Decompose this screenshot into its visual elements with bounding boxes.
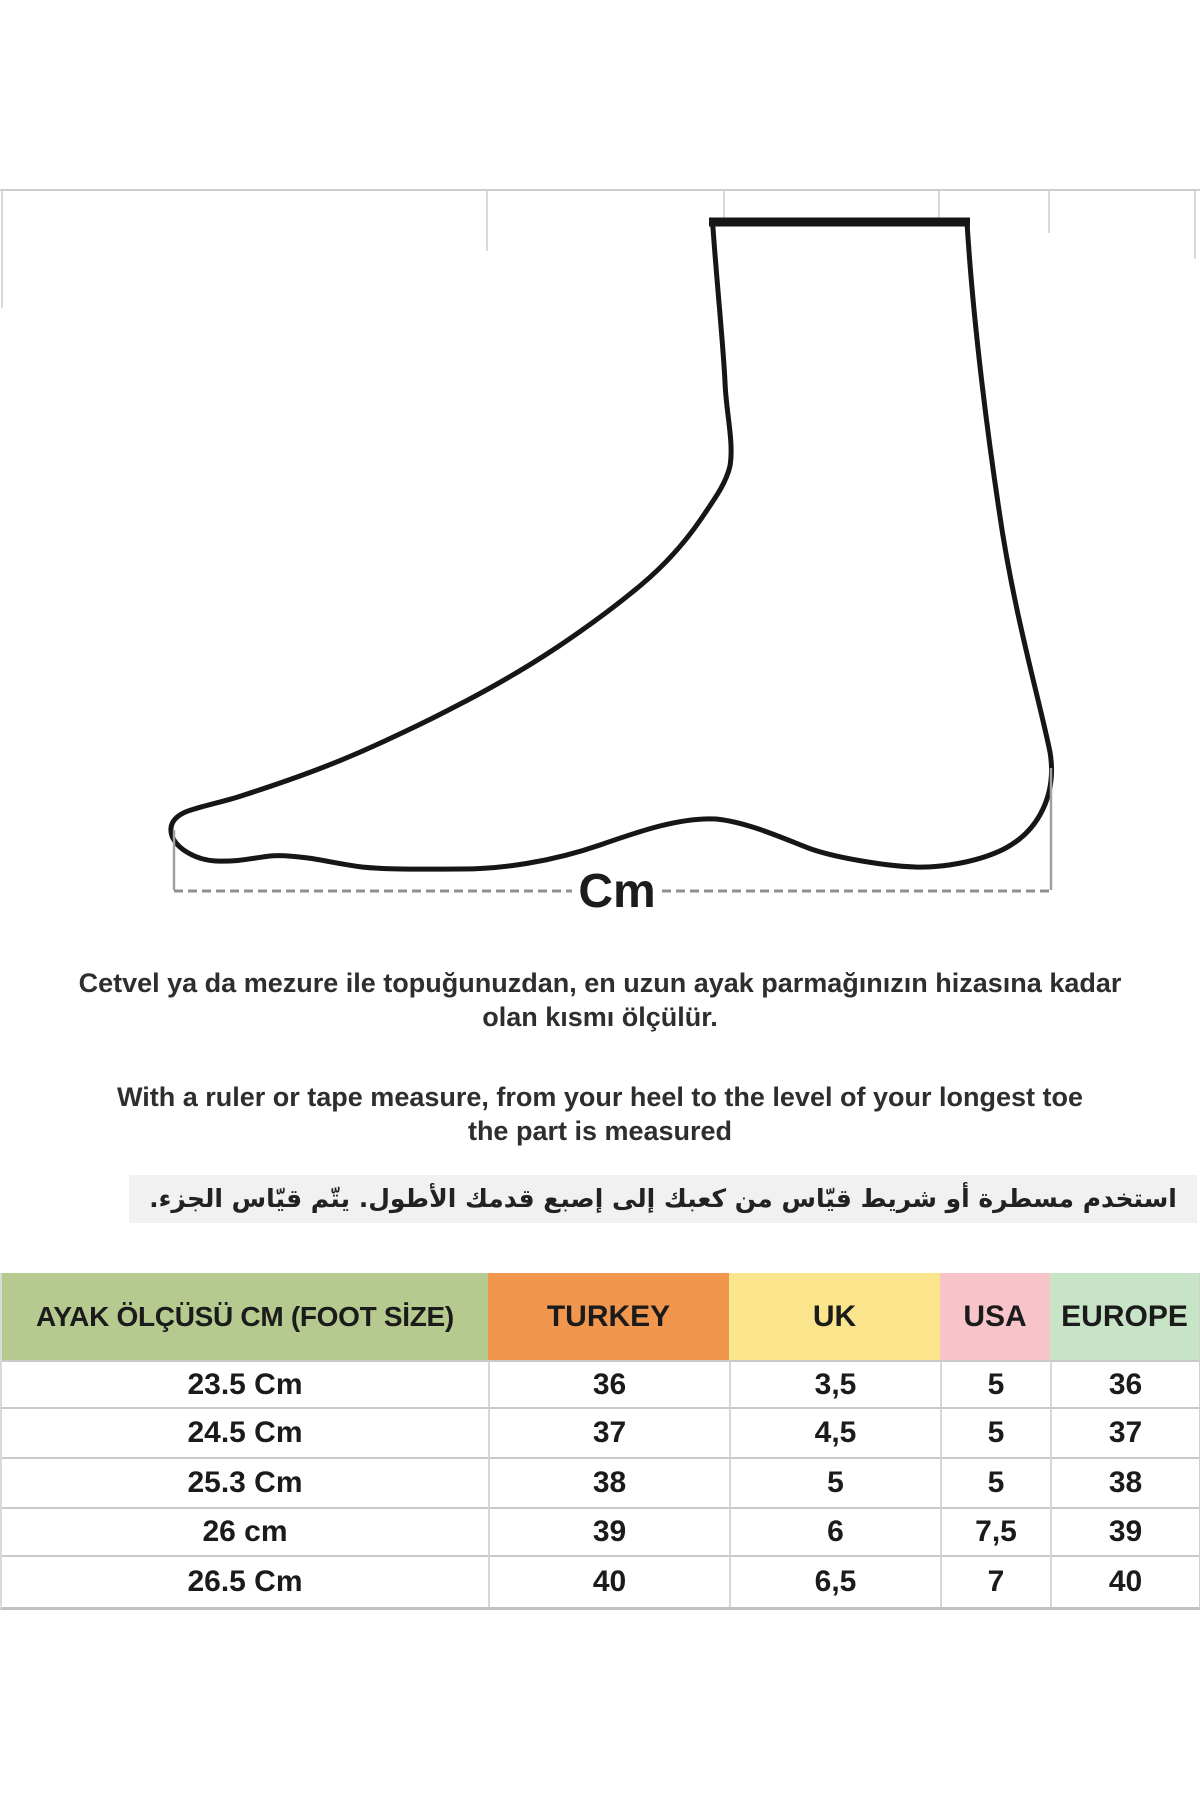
size-cell-europe: 37 (1050, 1407, 1199, 1457)
size-cell-uk: 5 (729, 1457, 940, 1507)
size-cell-usa: 5 (940, 1407, 1050, 1457)
size-cell-usa: 5 (940, 1360, 1050, 1407)
size-cell-europe: 36 (1050, 1360, 1199, 1407)
size-cell-foot-size: 23.5 Cm (2, 1360, 488, 1407)
size-cell-foot-size: 25.3 Cm (2, 1457, 488, 1507)
size-cell-usa: 5 (940, 1457, 1050, 1507)
grid-tick (1, 190, 3, 308)
size-cell-europe: 40 (1050, 1555, 1199, 1607)
size-cell-turkey: 37 (488, 1407, 729, 1457)
size-cell-europe: 39 (1050, 1507, 1199, 1555)
size-cell-foot-size: 26 cm (2, 1507, 488, 1555)
size-cell-usa: 7 (940, 1555, 1050, 1607)
size-cell-europe: 38 (1050, 1457, 1199, 1507)
column-header-usa: USA (940, 1273, 1050, 1360)
foot-outline-svg (80, 190, 1140, 910)
size-cell-turkey: 40 (488, 1555, 729, 1607)
column-header-turkey: TURKEY (488, 1273, 729, 1360)
size-cell-turkey: 39 (488, 1507, 729, 1555)
foot-outline-path (171, 222, 1052, 869)
measure-unit-label: Cm (578, 865, 656, 910)
grid-tick (1194, 191, 1196, 259)
size-cell-uk: 3,5 (729, 1360, 940, 1407)
column-header-europe: EUROPE (1050, 1273, 1199, 1360)
size-cell-foot-size: 26.5 Cm (2, 1555, 488, 1607)
instruction-tr-line2: olan kısmı ölçülür. (482, 1002, 718, 1032)
size-cell-foot-size: 24.5 Cm (2, 1407, 488, 1457)
size-cell-turkey: 36 (488, 1360, 729, 1407)
size-cell-uk: 4,5 (729, 1407, 940, 1457)
foot-diagram (80, 190, 1140, 910)
column-header-foot-size: AYAK ÖLÇÜSÜ CM (FOOT SİZE) (2, 1273, 488, 1360)
measurement-instruction-arabic: استخدم مسطرة أو شريط قيّاس من كعبك إلى إصبع قدمك الأطول. يتّم قيّاس الجزء. (129, 1175, 1197, 1223)
measurement-instruction-english (0, 1080, 1200, 1148)
size-cell-uk: 6,5 (729, 1555, 940, 1607)
size-cell-turkey: 38 (488, 1457, 729, 1507)
size-table (0, 1273, 1200, 1610)
instruction-en-line2: the part is measured (467, 1116, 733, 1146)
column-header-uk: UK (729, 1273, 940, 1360)
measurement-instruction-turkish (0, 966, 1200, 1034)
instruction-en-line1: With a ruler or tape measure, from your heel to the level of your longest toe (117, 1082, 1083, 1112)
size-cell-uk: 6 (729, 1507, 940, 1555)
instruction-tr-line1: Cetvel ya da mezure ile topuğunuzdan, en uzun ayak parmağınızın hizasına kadar (78, 968, 1122, 998)
size-cell-usa: 7,5 (940, 1507, 1050, 1555)
